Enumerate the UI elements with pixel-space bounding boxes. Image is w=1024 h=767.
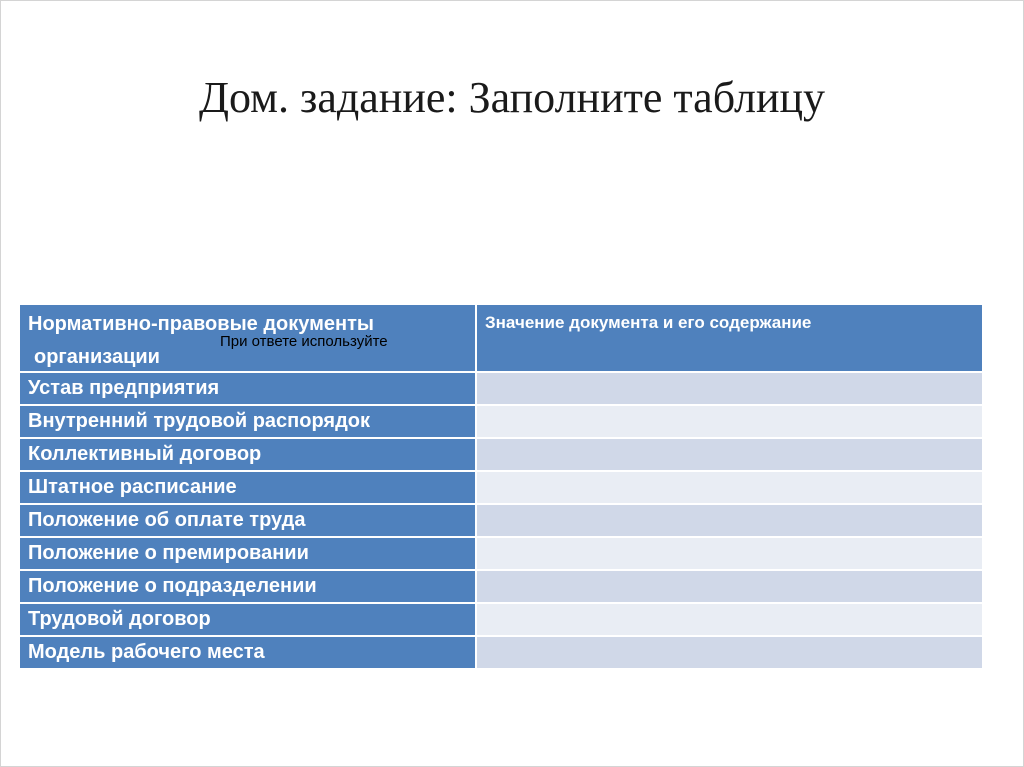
document-name-cell: Устав предприятия — [19, 372, 476, 405]
document-name-cell: Трудовой договор — [19, 603, 476, 636]
table-row — [19, 636, 983, 669]
header-documents-line1: Нормативно-правовые документы — [28, 313, 374, 335]
document-meaning-cell[interactable] — [476, 537, 983, 570]
document-meaning-cell[interactable] — [476, 438, 983, 471]
table-row — [19, 471, 983, 504]
document-meaning-cell[interactable] — [476, 570, 983, 603]
header-meaning-cell — [476, 304, 983, 372]
table-row — [19, 570, 983, 603]
header-meaning-label: Значение документа и его содержание — [485, 313, 812, 332]
header-hint: При ответе используйте — [220, 333, 388, 350]
document-meaning-cell[interactable] — [476, 636, 983, 669]
document-name-cell: Положение о премировании — [19, 537, 476, 570]
header-documents-cell — [19, 304, 476, 372]
document-meaning-cell[interactable] — [476, 603, 983, 636]
document-meaning-cell[interactable] — [476, 504, 983, 537]
document-name-cell: Коллективный договор — [19, 438, 476, 471]
document-meaning-cell[interactable] — [476, 372, 983, 405]
document-name-cell: Модель рабочего места — [19, 636, 476, 669]
table-row — [19, 504, 983, 537]
table-row — [19, 372, 983, 405]
document-name-cell: Внутренний трудовой распорядок — [19, 405, 476, 438]
table-row — [19, 405, 983, 438]
table-header-row — [19, 304, 983, 372]
document-meaning-cell[interactable] — [476, 471, 983, 504]
document-name-cell: Положение о подразделении — [19, 570, 476, 603]
table-row — [19, 603, 983, 636]
homework-table — [18, 303, 984, 670]
table-row — [19, 537, 983, 570]
document-name-cell: Положение об оплате труда — [19, 504, 476, 537]
header-documents-line2: организации — [34, 346, 160, 368]
table-row — [19, 438, 983, 471]
document-name-cell: Штатное расписание — [19, 471, 476, 504]
slide-title: Дом. задание: Заполните таблицу — [198, 73, 826, 122]
document-meaning-cell[interactable] — [476, 405, 983, 438]
